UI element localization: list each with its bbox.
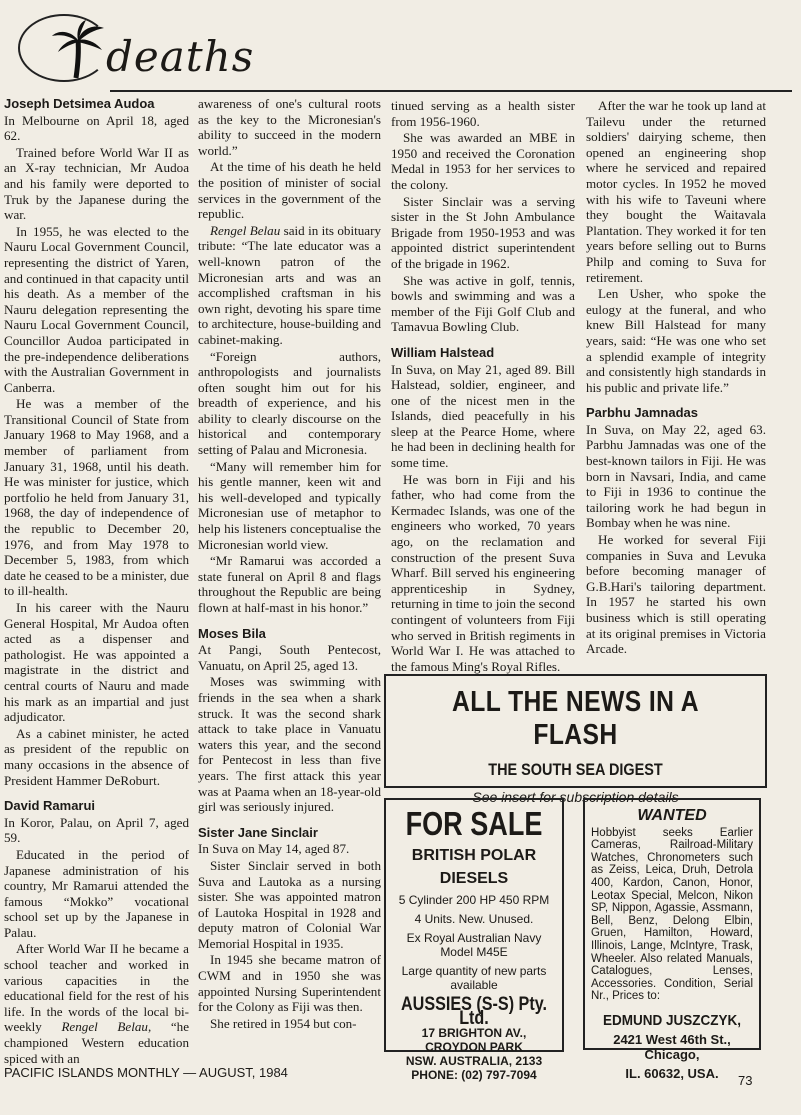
paragraph: Moses was swimming with friends in the sea when a shark struck. It was the second shark attack to take place in Vanuatu waters this year, and the second for Pentecost in less than five years. The first attack this year was at Paama when an 18-year-old girl was seriously injured. [198,674,381,815]
palm-tree-icon [48,20,108,80]
publication-name: Rengel Belau [210,222,281,238]
paragraph: Educated in the period of Japanese administration of his country, Mr Ramarui attended the famous “Mokko” vocational school set up by the Japanese in Palau. [4,846,189,940]
paragraph: She was active in golf, tennis, bowls and swimming and was a member of the Fiji Golf Club and Tamavua Bowling Club. [391,272,575,335]
paragraph: At Pangi, South Pentecost, Vanuatu, on April 25, aged 13. [198,642,381,673]
paragraph: She was awarded an MBE in 1950 and received the Coronation Medal in 1953 for her services to the colony. [391,130,575,192]
obituary-name: Parbhu Jamnadas [586,405,698,421]
paragraph: As a cabinet minister, he acted as president of the republic on many occasions in the absence of President Hammer DeRoburt. [4,725,189,788]
news-advertisement [384,674,767,805]
ad-tagline: See insert for subscription details [472,789,679,805]
publication-name: Rengel Belau [61,1019,148,1035]
paragraph: “Mr Ramarui was accorded a state funeral on April 8 and flags throughout the Republic are being flown at half-mast in his honor.” [198,553,381,615]
column-2 [198,96,381,1032]
paragraph: Len Usher, who spoke the eulogy at the funeral, and who knew Bill Halstead for many years, said: “He was one who set a splendid example of integrity and consistently high standards in his public and private life.” [586,286,766,395]
column-4 [586,98,766,658]
paragraph: She retired in 1954 but con- [210,1015,357,1031]
obituary-name: Joseph Detsimea Audoa [4,96,155,111]
ad-address: IL. 60632, USA. [625,1065,719,1081]
header-rule [110,90,792,92]
ad-line: Ex Royal Australian Navy [406,931,542,945]
paragraph [198,223,381,348]
paragraph: In Suva on May 14, aged 87. [198,841,350,857]
column-1 [4,96,189,1067]
ad-address: NSW. AUSTRALIA, 2133 [405,1054,543,1068]
page-number: 73 [738,1073,753,1088]
ad-contact-name: EDMUND JUSZCZYK, [602,1011,742,1029]
paragraph: In 1955, he was elected to the Nauru Local Government Council, representing the district of Yaren, and continued in that capacity until his death. As a member of the Nauru delegation representing the Nauru Local Government Council, Councillor Audoa participated in the pre-independence deliberations with the Australian Government in Canberra. [4,223,189,395]
ad-line: 5 Cylinder 200 HP 450 RPM [398,893,550,907]
paragraph: awareness of one's cultural roots as the key to the Micronesian's ability to succeed in the modern world.” [198,96,381,158]
ad-line: 4 Units. New. Unused. [414,912,534,926]
paragraph: After the war he took up land at Tailevu under the returned soldiers' dairying scheme, then opened an engineering shop where he serviced and repaired motor cycles. In 1952 he moved with his wife to Taveuni where they bought the Waitavala Plantation. They worked it for ten years before selling out to Burns Philp and coming to Suva for retirement. [586,98,766,285]
paragraph: In Melbourne on April 18, aged 62. [4,112,189,144]
ad-body: Hobbyist seeks Earlier Cameras, Railroad-Military Watches, Chronometers such as Zeiss, Leica, Druh, Detrola 400, Kardon, Canon, Honor, Leotax Special, Melcon, Nikon SP, Nippon, Agassie, Assmann, Bell, Benz, Delong Elbin, Gruen, Hamilton, Howard, Illinois, Lange, McIntyre, Trask, Wheeler. Also related Manuals, Catalogues, Lenses, Accessories. Condition, Serial Nr., Prices to: [591,826,753,1003]
footer-publication: PACIFIC ISLANDS MONTHLY — AUGUST, 1984 [4,1065,288,1080]
ad-line: Model M45E [440,945,508,959]
ad-phone: PHONE: (02) 797-7094 [411,1068,537,1082]
paragraph: “Many will remember him for his gentle manner, keen wit and his well-developed and typically Micronesian use of metaphor to help his listeners conceptualise the Micronesian world view. [198,458,381,552]
paragraph: In 1945 she became matron of CWM and in 1950 she was appointed Nursing Superintendent for the Colony as Fiji was then. [198,952,381,1015]
ad-headline: WANTED [637,807,707,824]
ad-headline: FOR SALE [405,805,543,842]
paragraph [4,941,189,1066]
ad-publication: THE SOUTH SEA DIGEST [488,760,663,779]
text: , “he championed Western education spiced with an [4,1019,190,1066]
text: After World War II he became a school teacher and worked in various capacities in the educational field for the rest of his life. In the words of the local bi-weekly [4,941,189,1035]
ad-product: DIESELS [439,870,509,887]
ad-address: CROYDON PARK [425,1040,523,1054]
section-header [18,14,780,84]
paragraph: In his career with the Nauru General Hospital, Mr Audoa often acted as a dispenser and pathologist. He was appointed a magistrate in the district and central courts of Nauru and made his mark as an impartial and just adjudicator. [4,600,189,725]
ad-address: 17 BRIGHTON AV., [421,1026,527,1040]
paragraph: At the time of his death he held the position of minister of social services in the government of the republic. [198,159,381,222]
paragraph: In Suva, on May 22, aged 63. Parbhu Jamnadas was one of the best-known tailors in Fiji. He was born in Navsari, India, and came to Fiji in 1936 to continue the tailoring work he had begun in Bombay when he was nine. [586,421,766,531]
obituary-name: William Halstead [391,344,495,360]
paragraph: “Foreign authors, anthropologists and journalists often sought him out for his breadth of experience, and his ability to clearly discourse on the historical and contemporary setting of Palau and Micronesia. [198,348,381,458]
ad-product: BRITISH POLAR [411,847,537,864]
obituary-name: David Ramarui [4,798,96,814]
paragraph: In Koror, Palau, on April 7, aged 59. [4,814,189,846]
paragraph: tinued serving as a health sister from 1956-1960. [391,98,575,129]
paragraph: Trained before World War II as an X-ray technician, Mr Audoa and his family were deported to Truk by the Japanese during the war. [4,144,189,223]
paragraph: In Suva, on May 21, aged 89. Bill Halstead, soldier, engineer, and one of the nicest men in the Islands, died peacefully in his sleep at the Pearce Home, where he had been in declining health for some time. [391,361,575,471]
ad-line: available [450,978,498,992]
page-title: deaths [106,32,255,81]
text: said in its obituary tribute: “The late educator was a well-known patron of the Micronesian arts and was an accomplished craftsman in his own right, devoting his spare time to architecture, house-building and cabinet-making. [198,222,381,347]
ad-address: 2421 West 46th St., Chicago, [613,1031,731,1062]
ad-company: AUSSIES (S-S) Pty. Ltd. [401,994,547,1029]
ad-headline: ALL THE NEWS IN A FLASH [452,686,699,751]
for-sale-advertisement [384,798,564,1082]
paragraph: He was a member of the Transitional Council of State from January 1968 to May 1968, and a member of parliament from January 31, 1968, until his death. He was minister for justice, which portfolio he held from January 31, 1968, the day of independence of the republic to December 20, 1976, and from May 1978 to December 5, 1983, from which date he ceased to be a minister, due to ill-health. [4,396,189,599]
obituary-name: Sister Jane Sinclair [198,824,318,840]
paragraph: He worked for several Fiji companies in Suva and Levuka before becoming manager of G.B.Hari's tailoring department. In 1957 he started his own business which is still operating at its original premises in Victoria Arcade. [586,532,766,657]
paragraph: Sister Sinclair was a serving sister in the St John Ambulance Brigade from 1950-1953 and was appointed district superintendent of the brigade in 1962. [391,193,575,271]
obituary-name: Moses Bila [198,625,266,641]
ad-line: Large quantity of new parts [401,964,547,978]
paragraph: He was born in Fiji and his father, who had come from the Kermadec Islands, was one of the engineers who worked, 70 years ago, on the reclamation and construction of the present Suva Wharf. Bill served his engineering apprenticeship in Sydney, returning in time to join the second contingent of volunteers from Fiji who served in British regiments in World War I. He was attached to the famous Ming's Royal Rifles. [391,471,576,674]
column-3 [391,98,575,675]
paragraph: Sister Sinclair served in both Suva and Lautoka as a nursing sister. She was appointed matron of Lautoka Hospital in 1928 and deputy matron of Colonial War Memorial Hospital in 1935. [198,857,381,951]
